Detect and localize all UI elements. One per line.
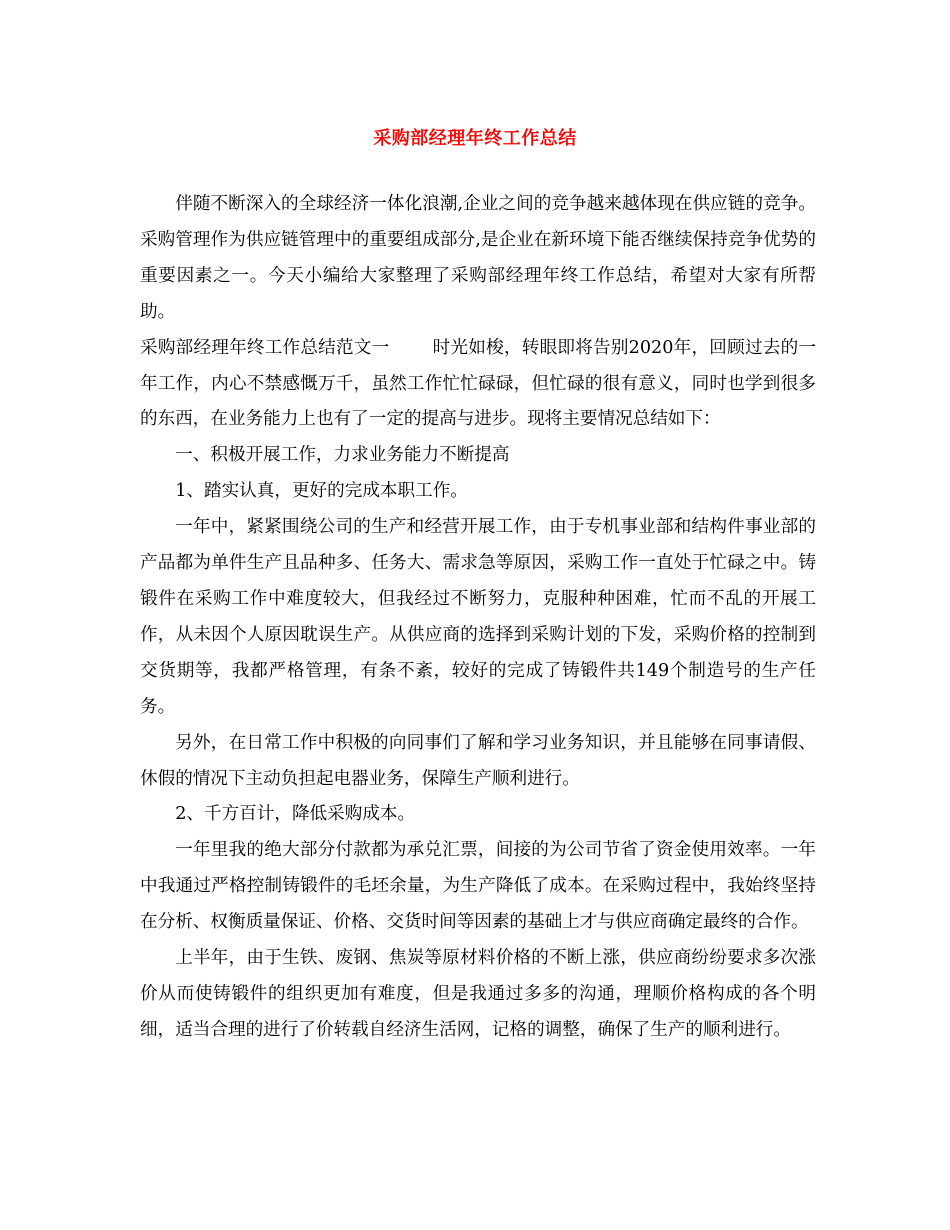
body-paragraph-4: 上半年，由于生铁、废钢、焦炭等原材料价格的不断上涨，供应商纷纷要求多次涨价从而使铸锻件的组织更加有难度，但是我通过多多的沟通，理顺价格构成的各个明细，适当合理的进行了价转载自经济生活网，记格的调整，确保了生产的顺利进行。 <box>140 948 816 1040</box>
sample-paragraph <box>140 331 816 439</box>
intro-paragraph: 伴随不断深入的全球经济一体化浪潮,企业之间的竞争越来越体现在供应链的竞争。采购管理作为供应链管理中的重要组成部分,是企业在新环境下能否继续保持竞争优势的重要因素之一。今天小编给大家整理了采购部经理年终工作总结，希望对大家有所帮助。 <box>140 194 816 322</box>
document-body <box>140 187 816 1049</box>
sample-heading: 采购部经理年终工作总结范文一 <box>140 337 390 358</box>
item-heading-1: 1、踏实认真，更好的完成本职工作。 <box>175 481 468 502</box>
item-heading-2: 2、千方百计，降低采购成本。 <box>175 804 416 825</box>
sample-opening: 时光如梭，转眼即将告别2020年，回顾过去的一年工作，内心不禁感慨万千，虽然工作忙忙碌碌，但忙碌的很有意义，同时也学到很多的东西，在业务能力上也有了一定的提高与进步。现将主要情况总结如下： <box>140 337 816 430</box>
document-title: 采购部经理年终工作总结 <box>373 128 577 149</box>
body-paragraph-2: 另外，在日常工作中积极的向同事们了解和学习业务知识，并且能够在同事请假、休假的情况下主动负担起电器业务，保障生产顺利进行。 <box>140 732 816 789</box>
body-paragraph-1: 一年中，紧紧围绕公司的生产和经营开展工作，由于专机事业部和结构件事业部的产品都为单件生产且品种多、任务大、需求急等原因，采购工作一直处于忙碌之中。铸锻件在采购工作中难度较大，但我经过不断努力，克服种种困难，忙而不乱的开展工作，从未因个人原因耽误生产。从供应商的选择到采购计划的下发，采购价格的控制到交货期等，我都严格管理，有条不紊，较好的完成了铸锻件共149个制造号的生产任务。 <box>140 517 816 717</box>
section-heading-1: 一、积极开展工作，力求业务能力不断提高 <box>175 445 510 466</box>
body-paragraph-3: 一年里我的绝大部分付款都为承兑汇票，间接的为公司节省了资金使用效率。一年中我通过严格控制铸锻件的毛坯余量，为生产降低了成本。在采购过程中，我始终坚持在分析、权衡质量保证、价格、交货时间等因素的基础上才与供应商确定最终的合作。 <box>140 840 816 933</box>
